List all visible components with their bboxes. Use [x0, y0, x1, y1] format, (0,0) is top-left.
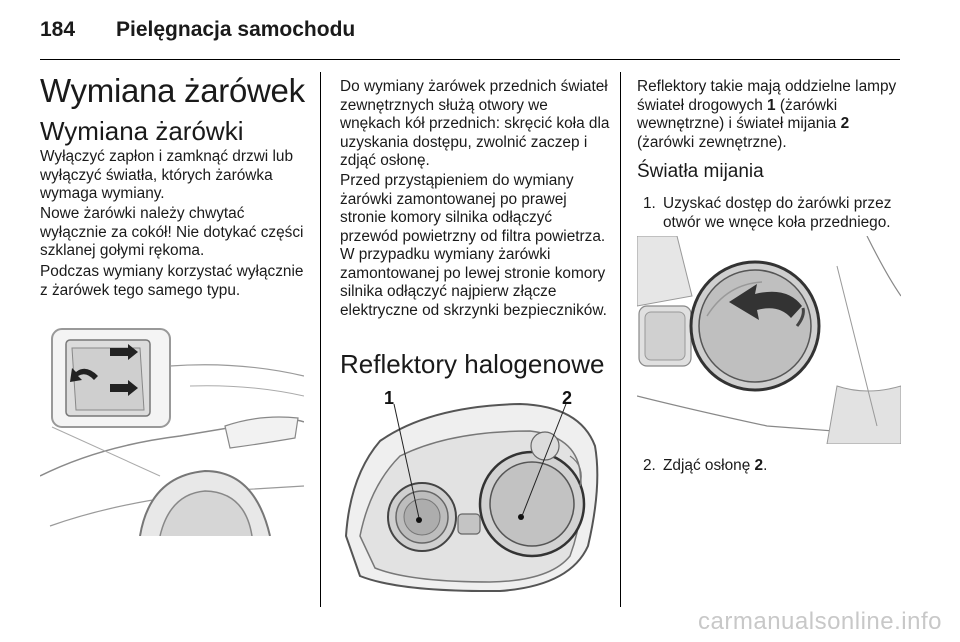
- step-1-number: 1.: [643, 195, 656, 212]
- low-beam-cover-illustration: [637, 236, 901, 444]
- halogen-headlights-heading: Reflektory halogenowe: [340, 349, 605, 379]
- step-2-ref: 2: [754, 457, 764, 474]
- col1-paragraph-3: Podczas wymiany korzystać wyłącznie z żarówek tego samego typu.: [40, 263, 304, 299]
- col1-paragraph-2: Nowe żarówki należy chwytać wyłącznie za cokół! Nie dotykać części szklanej gołymi rękoma.: [40, 205, 304, 259]
- header-rule: [40, 59, 900, 60]
- callout-1-label: 1: [384, 388, 395, 408]
- wheel-well-cover-illustration: [40, 326, 304, 536]
- col1-paragraph-1: Wyłączyć zapłon i zamknąć drzwi lub wyłączyć światła, których żarówka wymaga wymiany.: [40, 148, 294, 202]
- low-beam-heading: Światła mijania: [637, 161, 764, 182]
- section-title: Pielęgnacja samochodu: [116, 18, 356, 41]
- step-1-text: Uzyskać dostęp do żarówki przez otwór we wnęce koła przedniego.: [663, 195, 892, 231]
- chapter-heading: Wymiana żarówek: [40, 72, 305, 109]
- halogen-headlight-illustration: [340, 386, 604, 598]
- step-2-text-c: .: [763, 457, 768, 474]
- col3-paragraph-1-ref-2: 2: [840, 115, 850, 132]
- callout-2-label: 2: [562, 388, 573, 408]
- column-divider-2: [620, 72, 621, 607]
- column-divider-1: [320, 72, 321, 607]
- watermark: carmanualsonline.info: [698, 608, 942, 635]
- col3-paragraph-1-part-c: (żarówki wewnętrzne) i świateł mijania: [637, 96, 841, 132]
- page-header: [40, 14, 900, 62]
- step-2-text: [663, 457, 901, 476]
- col2-paragraph-1: Do wymiany żarówek przednich świateł zewnętrznych służą otwory we wnękach kół przednich: skręcić koła dla uzyskania dostępu, zwolnić zaczep i zdjąć osłonę.: [340, 78, 610, 169]
- col2-paragraph-2: Przed przystąpieniem do wymiany żarówki zamontowanej po prawej stronie komory silnika odłączyć przewód powietrzny od filtra powietrza. W przypadku wymiany żarówki zamontowanej po lewej stronie komory silnika odłączyć najpierw złącze elektryczne od skrzynki bezpieczników.: [340, 172, 607, 319]
- col3-paragraph-1-part-a: Reflektory takie mają oddzielne lampy świateł drogowych: [637, 78, 897, 114]
- step-2-number: 2.: [643, 457, 656, 474]
- col3-paragraph-1: [637, 78, 899, 152]
- col3-paragraph-1-ref-1: 1: [767, 96, 776, 114]
- section-heading: Wymiana żarówki: [40, 116, 244, 146]
- col3-paragraph-1-part-e: (żarówki zewnętrzne).: [637, 133, 787, 151]
- step-2-text-a: Zdjąć osłonę: [663, 457, 755, 474]
- page-number: 184: [40, 18, 76, 41]
